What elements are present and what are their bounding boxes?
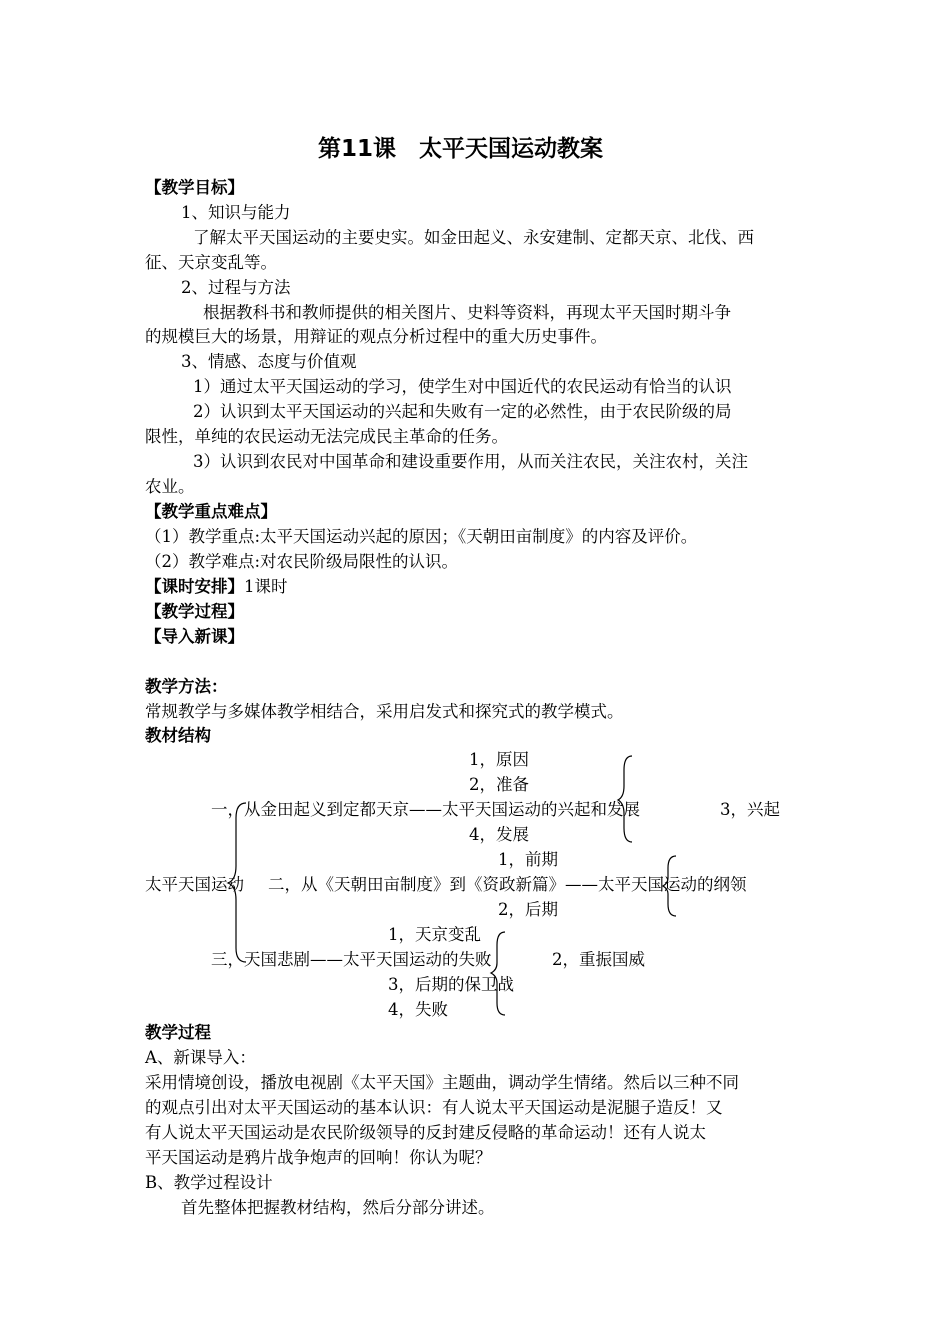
s2-item: 2，后期 [498, 900, 558, 919]
intro-text-2: 的观点引出对太平天国运动的基本认识：有人说太平天国运动是泥腿子造反！又 [145, 1098, 723, 1117]
goals-heading: 【教学目标】 [145, 178, 244, 197]
s2-item: 1，前期 [498, 850, 558, 869]
difficult-point: （2）教学难点:对农民阶级局限性的认识。 [145, 552, 459, 571]
method-heading: 教学方法： [145, 677, 228, 696]
knowledge-heading: 1、知识与能力 [181, 203, 291, 222]
emotion-item-1: 1）通过太平天国运动的学习，使学生对中国近代的农民运动有恰当的认识 [193, 377, 732, 396]
s1-label: 一，从金田起义到定都天京——太平天国运动的兴起和发展 [211, 800, 640, 819]
s3-item: 2，重振国威 [552, 950, 645, 969]
intro-step-heading: A、新课导入： [145, 1048, 256, 1067]
process-method-text-1: 根据教科书和教师提供的相关图片、史料等资料，再现太平天国时期斗争 [203, 303, 731, 322]
key-heading: 【教学重点难点】 [145, 502, 277, 521]
emotion-item-2-line-1: 2）认识到太平天国运动的兴起和失败有一定的必然性，由于农民阶级的局 [193, 402, 732, 421]
knowledge-text-2: 征、天京变乱等。 [145, 253, 277, 272]
process-method-heading: 2、过程与方法 [181, 278, 291, 297]
key-point: （1）教学重点:太平天国运动兴起的原因；《天朝田亩制度》的内容及评价。 [145, 527, 698, 546]
s1-item: 3，兴起 [720, 800, 780, 819]
schedule-label: 【课时安排】 [145, 577, 244, 596]
emotion-item-3-line-2: 农业。 [145, 477, 195, 496]
process-method-text-2: 的规模巨大的场景，用辩证的观点分析过程中的重大历史事件。 [145, 327, 607, 346]
s3-label: 三，天国悲剧——太平天国运动的失败 [211, 950, 492, 969]
schedule-line [145, 575, 288, 599]
page-title: 第11课 太平天国运动教案 [318, 136, 604, 162]
structure-root: 太平天国运动 [145, 875, 244, 894]
s2-label: 二，从《天朝田亩制度》到《资政新篇》——太平天国运动的纲领 [268, 875, 747, 894]
intro-text-4: 平天国运动是鸦片战争炮声的回响！你认为呢？ [145, 1148, 492, 1167]
intro-text-1: 采用情境创设，播放电视剧《太平天国》主题曲，调动学生情绪。然后以三种不同 [145, 1073, 739, 1092]
intro-heading: 【导入新课】 [145, 627, 244, 646]
process-heading: 教学过程 [145, 1023, 211, 1042]
design-heading: B、教学过程设计 [145, 1173, 273, 1192]
structure-heading: 教材结构 [145, 726, 211, 745]
intro-text-3: 有人说太平天国运动是农民阶级领导的反封建反侵略的革命运动！还有人说太 [145, 1123, 706, 1142]
s1-item: 1，原因 [469, 750, 529, 769]
teaching-process-heading: 【教学过程】 [145, 602, 244, 621]
design-text: 首先整体把握教材结构，然后分部分讲述。 [181, 1198, 495, 1217]
emotion-heading: 3、情感、态度与价值观 [181, 352, 357, 371]
knowledge-text-1: 了解太平天国运动的主要史实。如金田起义、永安建制、定都天京、北伐、西 [193, 228, 754, 247]
emotion-item-2-line-2: 限性，单纯的农民运动无法完成民主革命的任务。 [145, 427, 508, 446]
s3-item: 3，后期的保卫战 [388, 975, 514, 994]
schedule-value: 1课时 [244, 577, 288, 596]
s3-item: 4，失败 [388, 1000, 448, 1019]
s1-item: 4，发展 [469, 825, 529, 844]
s3-item: 1，天京变乱 [388, 925, 481, 944]
emotion-item-3-line-1: 3）认识到农民对中国革命和建设重要作用，从而关注农民，关注农村，关注 [193, 452, 748, 471]
s1-item: 2，准备 [469, 775, 529, 794]
method-text: 常规教学与多媒体教学相结合，采用启发式和探究式的教学模式。 [145, 702, 624, 721]
